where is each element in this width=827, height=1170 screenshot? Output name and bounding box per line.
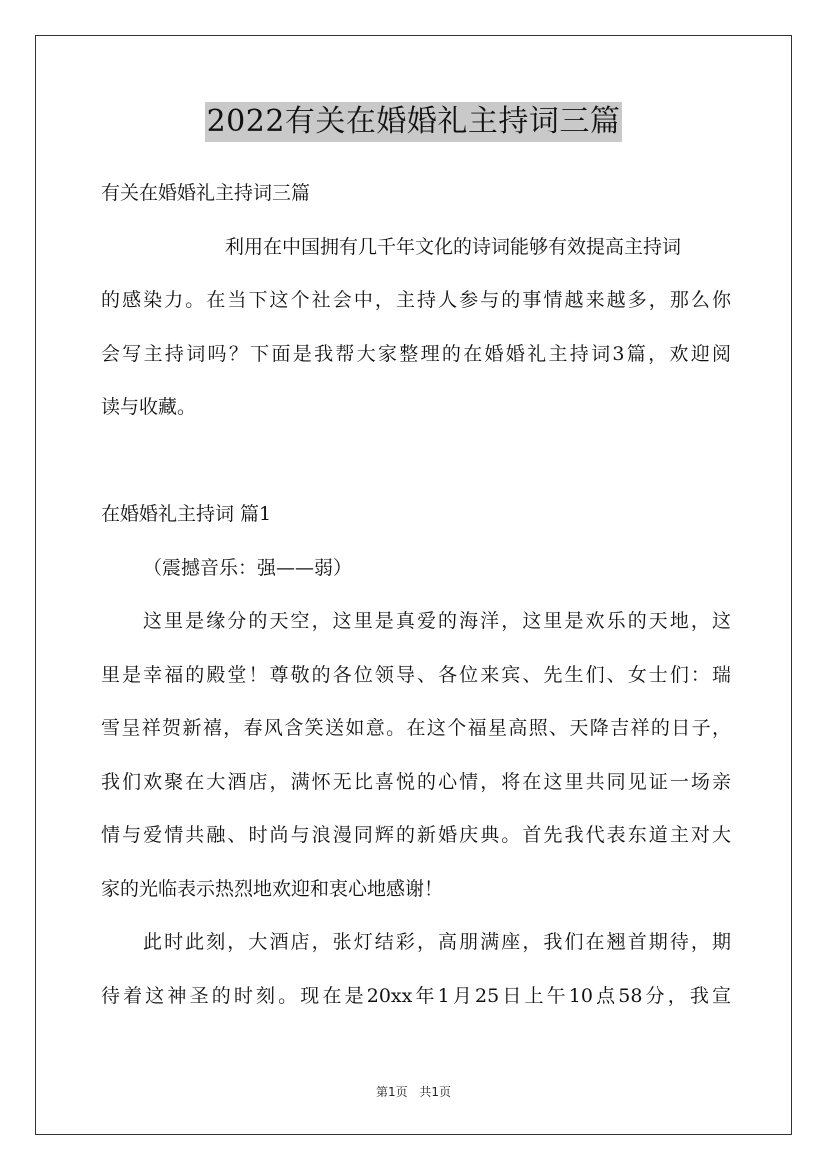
- title-container: [0, 102, 827, 142]
- document-title: 2022有关在婚婚礼主持词三篇: [205, 102, 623, 142]
- paragraph-line: 雪呈祥贺新禧，春风含笑送如意。在这个福星高照、天降吉祥的日子，: [101, 717, 731, 739]
- spacer: [101, 440, 731, 494]
- paragraph-line: 此时此刻，大酒店，张灯结彩，高朋满座，我们在翘首期待，期: [143, 931, 731, 953]
- page-number-current: 第1页: [375, 1085, 408, 1099]
- intro-line: 会写主持词吗？下面是我帮大家整理的在婚婚礼主持词3篇，欢迎阅: [101, 342, 731, 365]
- paragraph-line: 这里是缘分的天空，这里是真爱的海洋，这里是欢乐的天地，这: [143, 610, 731, 632]
- paragraph-line: 情与爱情共融、时尚与浪漫同辉的新婚庆典。首先我代表东道主对大: [101, 824, 731, 846]
- paragraph-line: 里是幸福的殿堂！尊敬的各位领导、各位来宾、先生们、女士们：瑞: [101, 663, 731, 686]
- intro-line: 的感染力。在当下这个社会中，主持人参与的事情越来越多，那么你: [101, 289, 731, 311]
- page-number-total: 共1页: [419, 1085, 452, 1099]
- intro-line: 利用在中国拥有几千年文化的诗词能够有效提高主持词: [225, 235, 682, 258]
- page-footer: [0, 1083, 827, 1100]
- subtitle: 有关在婚婚礼主持词三篇: [101, 182, 311, 204]
- music-note: （震撼音乐：强——弱）: [143, 556, 353, 579]
- paragraph-line: 我们欢聚在大酒店，满怀无比喜悦的心情，将在这里共同见证一场亲: [101, 770, 731, 793]
- paragraph-line: 待着这神圣的时刻。现在是20xx年1月25日上午10点58分，我宣: [101, 984, 731, 1007]
- section-heading: 在婚婚礼主持词 篇1: [101, 503, 272, 525]
- document-body: [101, 172, 731, 1028]
- intro-line: 读与收藏。: [101, 396, 197, 418]
- paragraph-line: 家的光临表示热烈地欢迎和衷心地感谢！: [101, 877, 444, 900]
